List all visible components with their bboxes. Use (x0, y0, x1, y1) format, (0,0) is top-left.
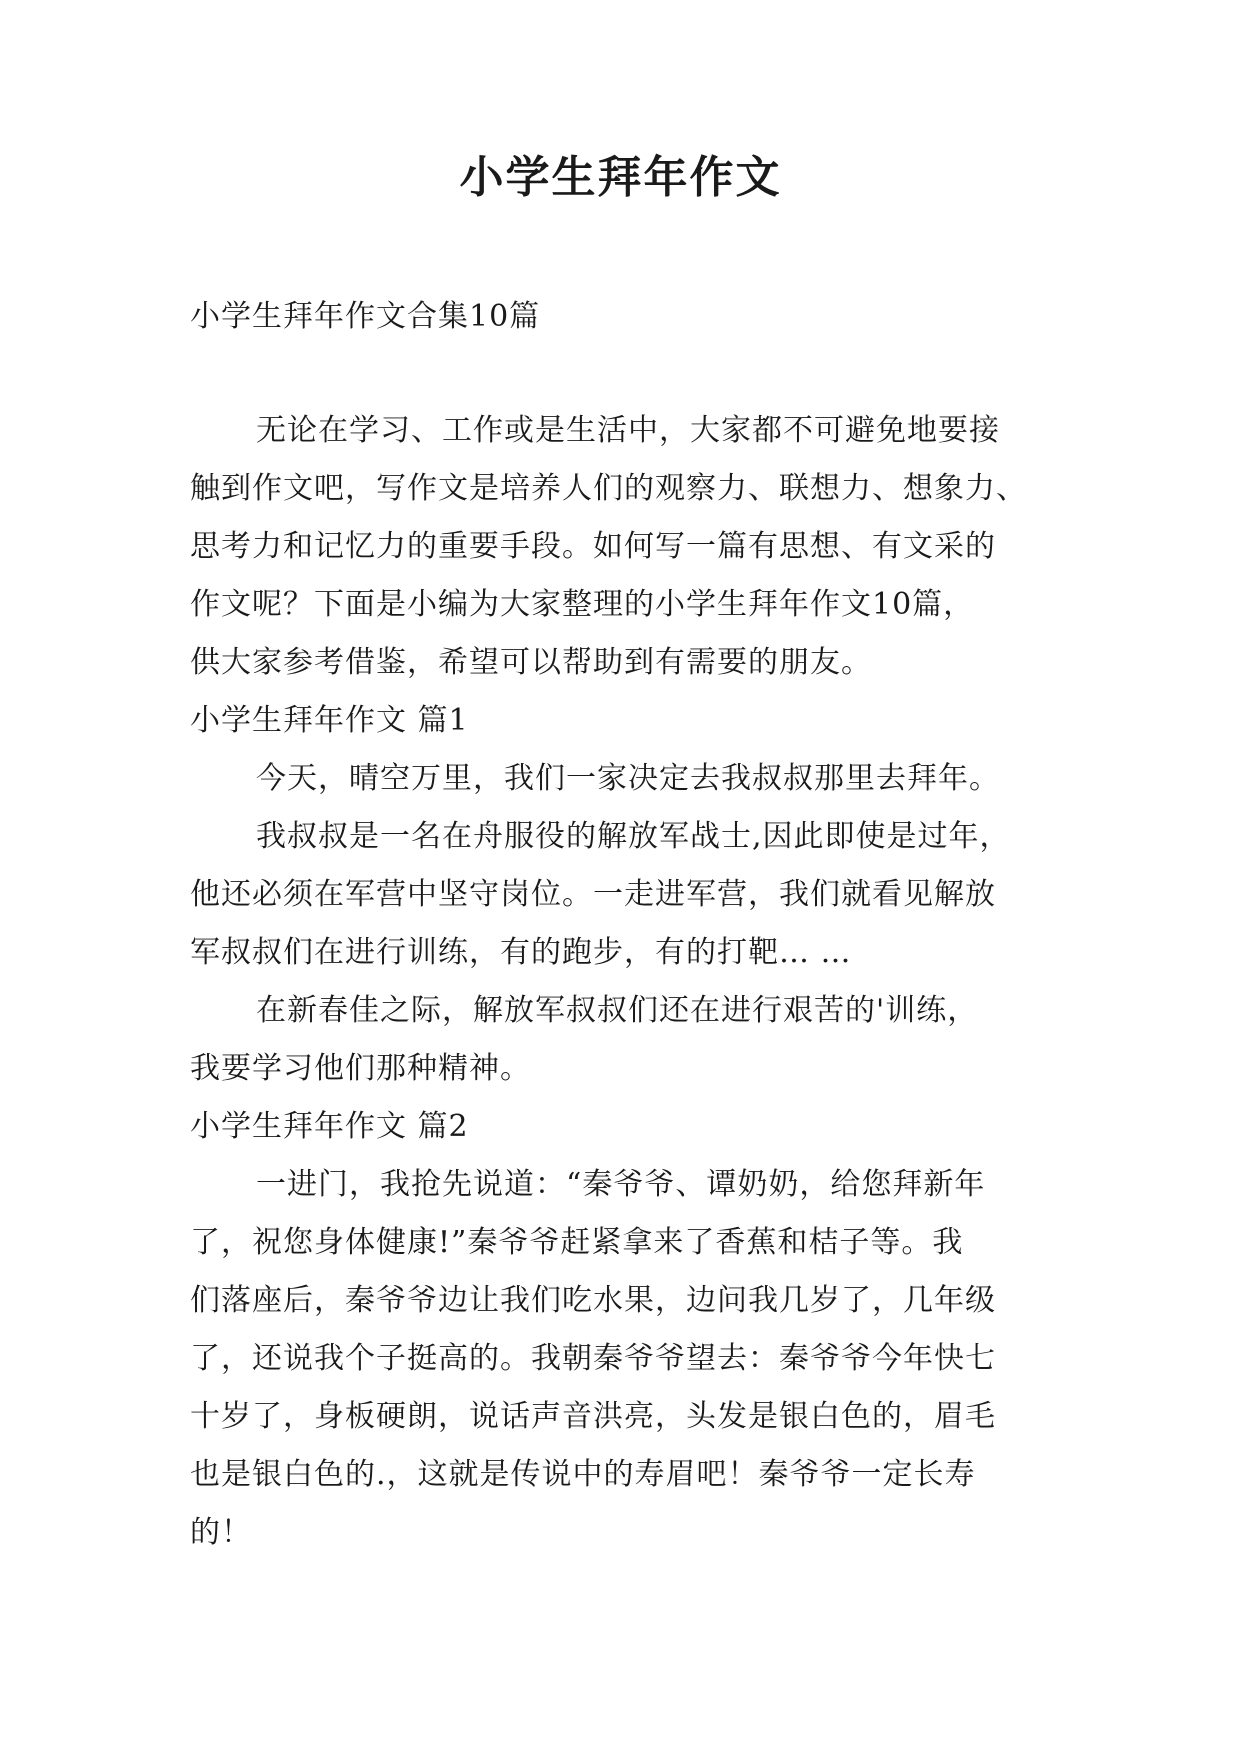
essay-line: 一进门，我抢先说道：“秦爷爷、谭奶奶，给您拜新年 (256, 1167, 986, 1202)
essay-line: 们落座后，秦爷爷边让我们吃水果，边问我几岁了，几年级 (190, 1283, 996, 1318)
essay-line: 我要学习他们那种精神。 (190, 1051, 531, 1086)
intro-line: 无论在学习、工作或是生活中，大家都不可避免地要接 (256, 413, 1000, 448)
essay-line: 的！ (190, 1515, 252, 1550)
essay-line: 了，还说我个子挺高的。我朝秦爷爷望去：秦爷爷今年快七 (190, 1341, 996, 1376)
document-body (190, 288, 1060, 1562)
essay-line: 了，祝您身体健康!”秦爷爷赶紧拿来了香蕉和桔子等。我 (190, 1225, 964, 1260)
intro-line: 作文呢？下面是小编为大家整理的小学生拜年作文10篇， (190, 587, 975, 622)
essay-line: 他还必须在军营中坚守岗位。一走进军营，我们就看见解放 (190, 877, 996, 912)
essay-heading: 小学生拜年作文 篇1 (190, 703, 469, 738)
essay-line: 军叔叔们在进行训练，有的跑步，有的打靶… … (190, 935, 852, 970)
essay-line: 也是银白色的.，这就是传说中的寿眉吧！秦爷爷一定长寿 (190, 1457, 976, 1492)
essay-heading: 小学生拜年作文 篇2 (190, 1109, 469, 1144)
essay-line: 在新春佳之际，解放军叔叔们还在进行艰苦的'训练， (256, 993, 979, 1028)
essay-line: 我叔叔是一名在舟服役的解放军战士,因此即使是过年， (256, 819, 1011, 854)
intro-paragraph (190, 402, 1060, 692)
intro-line: 供大家参考借鉴，希望可以帮助到有需要的朋友。 (190, 645, 872, 680)
essay-2 (190, 1098, 1060, 1562)
essay-line: 十岁了，身板硬朗，说话声音洪亮，头发是银白色的，眉毛 (190, 1399, 996, 1434)
essay-line: 今天，晴空万里，我们一家决定去我叔叔那里去拜年。 (256, 761, 1000, 796)
intro-line: 触到作文吧，写作文是培养人们的观察力、联想力、想象力、 (190, 471, 1027, 506)
document-subtitle: 小学生拜年作文合集10篇 (190, 299, 541, 334)
document-title: 小学生拜年作文 (459, 152, 782, 203)
intro-line: 思考力和记忆力的重要手段。如何写一篇有思想、有文采的 (190, 529, 996, 564)
essay-1 (190, 692, 1060, 1098)
